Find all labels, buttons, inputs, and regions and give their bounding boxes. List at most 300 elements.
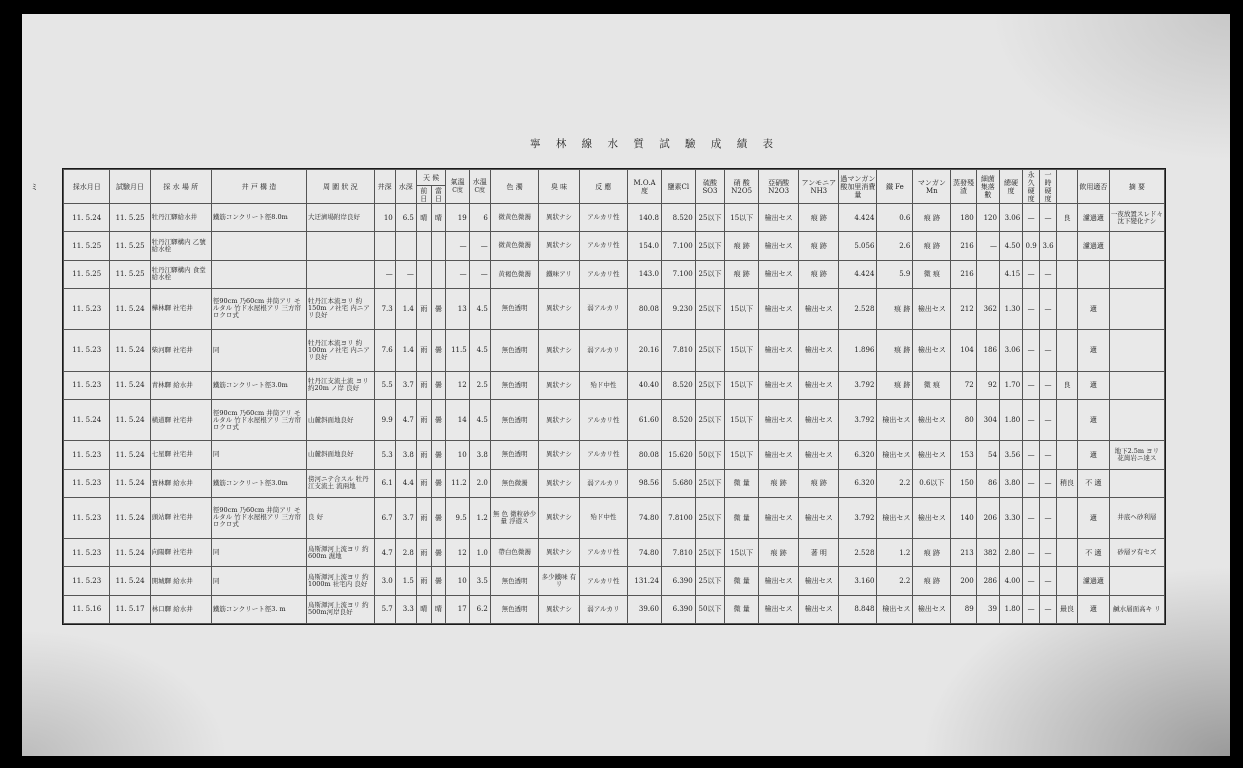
cell-color: 無色透明 — [490, 330, 539, 371]
cell-cl: 7.8100 — [661, 497, 695, 538]
cell-res: 216 — [951, 232, 976, 260]
cell-drink — [1078, 260, 1110, 288]
cell-bac: 362 — [976, 288, 999, 329]
cell-loc: 開城驛 給水井 — [150, 567, 211, 595]
cell-depth: 7.3 — [374, 288, 395, 329]
cell-remark — [1109, 399, 1164, 440]
cell-wdepth: 3.7 — [395, 497, 416, 538]
cell-nh3: 檢出セス — [799, 595, 839, 623]
cell-mn: 痕 跡 — [913, 567, 951, 595]
table-row — [64, 260, 1165, 288]
cell-air: 10 — [446, 567, 469, 595]
cell-wdepth: 3.3 — [395, 595, 416, 623]
cell-depth: 5.7 — [374, 595, 395, 623]
cell-n2o3: 檢出セス — [759, 371, 799, 399]
cell-n2o3: 檢出セス — [759, 288, 799, 329]
cell-color: 無色透明 — [490, 288, 539, 329]
cell-fe: 痕 跡 — [877, 288, 913, 329]
cell-n2o3: 痕 跡 — [759, 539, 799, 567]
header-reaction: 反 應 — [579, 170, 628, 204]
cell-ph: — — [1023, 260, 1040, 288]
cell-struct: 鐵筋コンクリート徑3.0m — [211, 469, 306, 497]
cell-td: 11. 5.25 — [110, 260, 150, 288]
cell-wdepth: — — [395, 260, 416, 288]
cell-mn: 微 痕 — [913, 371, 951, 399]
cell-adv — [1056, 441, 1077, 469]
cell-react: アルカリ性 — [579, 539, 628, 567]
cell-res: 150 — [951, 469, 976, 497]
cell-depth: 7.6 — [374, 330, 395, 371]
cell-bac: 304 — [976, 399, 999, 440]
cell-ph: — — [1023, 567, 1040, 595]
cell-adv: 最良 — [1056, 595, 1077, 623]
cell-loc: 七星驛 社宅井 — [150, 441, 211, 469]
cell-tmp: — — [1040, 371, 1057, 399]
cell-bac: 54 — [976, 441, 999, 469]
cell-react: 殆ド中性 — [579, 371, 628, 399]
cell-n2o5: 微 量 — [725, 497, 759, 538]
cell-drink: 適 — [1078, 288, 1110, 329]
cell-sd: 11. 5.25 — [64, 232, 110, 260]
cell-wp: 晴 — [416, 204, 431, 232]
cell-so3: 25以下 — [695, 204, 725, 232]
cell-sd: 11. 5.23 — [64, 288, 110, 329]
cell-wp: 雨 — [416, 539, 431, 567]
cell-ph: — — [1023, 497, 1040, 538]
cell-fe: 2.6 — [877, 232, 913, 260]
cell-n2o3: 檢出セス — [759, 497, 799, 538]
cell-loc: 牡丹江驛構内 乙號給水栓 — [150, 232, 211, 260]
cell-water: 4.5 — [469, 288, 490, 329]
cell-sd: 11. 5.16 — [64, 595, 110, 623]
cell-remark: 一夜放置スレド々沈下變化ナシ — [1109, 204, 1164, 232]
cell-kmn: 3.792 — [839, 497, 877, 538]
cell-th: 3.80 — [999, 469, 1022, 497]
header-weather: 天 候 — [416, 170, 446, 186]
cell-sd: 11. 5.23 — [64, 539, 110, 567]
cell-loc: 向陽驛 社宅井 — [150, 539, 211, 567]
cell-nh3: 檢出セス — [799, 330, 839, 371]
cell-moa: 98.56 — [628, 469, 662, 497]
cell-bac: 206 — [976, 497, 999, 538]
table-row — [64, 399, 1165, 440]
cell-sd: 11. 5.24 — [64, 204, 110, 232]
cell-react: アルカリ性 — [579, 232, 628, 260]
cell-n2o5: 微 量 — [725, 469, 759, 497]
cell-odor: 異狀ナシ — [539, 288, 579, 329]
cell-n2o5: 微 量 — [725, 567, 759, 595]
cell-surr: 烏斯渾河上流ヨリ 約1000m 社宅内 良好 — [307, 567, 375, 595]
cell-depth: 3.0 — [374, 567, 395, 595]
cell-wd: 曇 — [431, 469, 446, 497]
cell-n2o3: 檢出セス — [759, 330, 799, 371]
cell-struct: 徑90cm 乃60cm 井筒アリ モルタル 竹ド水屋根アリ 三方帘 ロクロ式 — [211, 399, 306, 440]
cell-kmn: 3.792 — [839, 399, 877, 440]
cell-remark — [1109, 330, 1164, 371]
cell-remark — [1109, 260, 1164, 288]
cell-fe: 0.6 — [877, 204, 913, 232]
cell-loc: 牡丹江驛構内 食堂 給水栓 — [150, 260, 211, 288]
cell-bac: 86 — [976, 469, 999, 497]
cell-color: 微黄色微濁 — [490, 204, 539, 232]
cell-wdepth: 4.7 — [395, 399, 416, 440]
cell-air: 19 — [446, 204, 469, 232]
cell-loc: 頭站驛 社宅井 — [150, 497, 211, 538]
cell-depth: 6.7 — [374, 497, 395, 538]
cell-remark: 井底ヘ砂利層 — [1109, 497, 1164, 538]
cell-color: 無色微濁 — [490, 469, 539, 497]
cell-color: 無色透明 — [490, 399, 539, 440]
cell-th: 4.50 — [999, 232, 1022, 260]
table-row — [64, 469, 1165, 497]
cell-loc: 青林驛 給水井 — [150, 371, 211, 399]
cell-adv — [1056, 497, 1077, 538]
cell-tmp: — — [1040, 204, 1057, 232]
cell-react: 弱アルカリ — [579, 469, 628, 497]
header-iron: 鐵 Fe — [877, 170, 913, 204]
cell-water: — — [469, 232, 490, 260]
table-row — [64, 288, 1165, 329]
cell-so3: 25以下 — [695, 469, 725, 497]
cell-ph: — — [1023, 539, 1040, 567]
cell-air: 10 — [446, 441, 469, 469]
cell-odor: 鐵味アリ — [539, 260, 579, 288]
cell-struct: 徑90cm 乃60cm 井筒アリ モルタル 竹ド水屋根アリ 三方帘 ロクロ式 — [211, 288, 306, 329]
cell-drink: 不 適 — [1078, 469, 1110, 497]
cell-drink: 適 — [1078, 497, 1110, 538]
cell-kmn: 6.320 — [839, 469, 877, 497]
cell-fe: 痕 跡 — [877, 330, 913, 371]
cell-nh3: 檢出セス — [799, 399, 839, 440]
cell-moa: 74.80 — [628, 539, 662, 567]
cell-air: 11.5 — [446, 330, 469, 371]
cell-air: — — [446, 260, 469, 288]
cell-res: 72 — [951, 371, 976, 399]
cell-moa: 154.0 — [628, 232, 662, 260]
cell-drink: 適 — [1078, 330, 1110, 371]
cell-wd: 晴 — [431, 595, 446, 623]
cell-sd: 11. 5.23 — [64, 497, 110, 538]
table-row — [64, 567, 1165, 595]
cell-ph: — — [1023, 399, 1040, 440]
cell-n2o3: 痕 跡 — [759, 469, 799, 497]
cell-drink: 濾過適 — [1078, 232, 1110, 260]
header-perm-hardness: 永久硬度 — [1023, 170, 1040, 204]
cell-odor: 異狀ナシ — [539, 497, 579, 538]
cell-mn: 檢出セス — [913, 330, 951, 371]
cell-cl: 7.100 — [661, 260, 695, 288]
header-drinking: 飲用適否 — [1078, 170, 1110, 204]
cell-ph: — — [1023, 441, 1040, 469]
table-row — [64, 441, 1165, 469]
cell-cl: 6.390 — [661, 595, 695, 623]
cell-remark — [1109, 567, 1164, 595]
cell-wdepth — [395, 232, 416, 260]
cell-tmp: — — [1040, 441, 1057, 469]
cell-fe: 檢出セス — [877, 595, 913, 623]
cell-th: 3.30 — [999, 497, 1022, 538]
cell-struct — [211, 260, 306, 288]
cell-remark — [1109, 371, 1164, 399]
cell-drink: 適 — [1078, 441, 1110, 469]
cell-bac: 382 — [976, 539, 999, 567]
cell-react: 弱アルカリ — [579, 330, 628, 371]
cell-air: 17 — [446, 595, 469, 623]
cell-cl: 7.810 — [661, 330, 695, 371]
cell-depth: 9.9 — [374, 399, 395, 440]
cell-kmn: 2.528 — [839, 288, 877, 329]
cell-cl: 8.520 — [661, 399, 695, 440]
cell-odor: 多少鐵味 有リ — [539, 567, 579, 595]
cell-mn: 痕 跡 — [913, 539, 951, 567]
cell-adv — [1056, 260, 1077, 288]
cell-water: 2.0 — [469, 469, 490, 497]
cell-struct: 同 — [211, 567, 306, 595]
cell-n2o3: 檢出セス — [759, 441, 799, 469]
cell-nh3: 檢出セス — [799, 441, 839, 469]
cell-n2o5: 微 量 — [725, 595, 759, 623]
cell-sd: 11. 5.23 — [64, 330, 110, 371]
cell-mn: 檢出セス — [913, 497, 951, 538]
cell-res: 180 — [951, 204, 976, 232]
cell-odor: 異狀ナシ — [539, 232, 579, 260]
cell-odor: 異狀ナシ — [539, 399, 579, 440]
cell-sd: 11. 5.23 — [64, 469, 110, 497]
cell-th: 2.80 — [999, 539, 1022, 567]
cell-struct: 徑90cm 乃60cm 井筒アリ モルタル 竹ド水屋根アリ 三方帘 ロクロ式 — [211, 497, 306, 538]
cell-ph: — — [1023, 330, 1040, 371]
cell-n2o5: 15以下 — [725, 371, 759, 399]
cell-n2o5: 15以下 — [725, 399, 759, 440]
cell-res: 80 — [951, 399, 976, 440]
cell-ph: — — [1023, 371, 1040, 399]
cell-color: 無色透明 — [490, 567, 539, 595]
cell-surr: 傍河ニテ合スル 牡丹江支流土 流兩地 — [307, 469, 375, 497]
cell-remark: 鹹水層面高キ リ — [1109, 595, 1164, 623]
cell-water: 2.5 — [469, 371, 490, 399]
cell-cl: 5.680 — [661, 469, 695, 497]
cell-nh3: 檢出セス — [799, 497, 839, 538]
cell-sd: 11. 5.23 — [64, 371, 110, 399]
cell-loc: 橫道驛 社宅井 — [150, 399, 211, 440]
cell-surr: 山麓斜面地良好 — [307, 399, 375, 440]
cell-loc: 寶林驛 給水井 — [150, 469, 211, 497]
cell-th: 3.06 — [999, 330, 1022, 371]
cell-color: 無色透明 — [490, 441, 539, 469]
cell-mn: 檢出セス — [913, 288, 951, 329]
margin-mark: ﾐ — [32, 183, 37, 193]
cell-depth: — — [374, 260, 395, 288]
cell-adv — [1056, 539, 1077, 567]
table-row — [64, 539, 1165, 567]
cell-wp: 晴 — [416, 595, 431, 623]
cell-depth: 5.3 — [374, 441, 395, 469]
cell-so3: 25以下 — [695, 232, 725, 260]
cell-mn: 痕 跡 — [913, 232, 951, 260]
cell-th: 3.56 — [999, 441, 1022, 469]
cell-struct: 鐵筋コンクリート徑3. m — [211, 595, 306, 623]
cell-moa: 20.16 — [628, 330, 662, 371]
header-well-depth: 井深 — [374, 170, 395, 204]
header-bacteria: 細菌集落數 — [976, 170, 999, 204]
cell-drink: 適 — [1078, 595, 1110, 623]
cell-kmn: 1.896 — [839, 330, 877, 371]
cell-wp: 雨 — [416, 441, 431, 469]
header-kmno4: 過マンガン酸加里消費量 — [839, 170, 877, 204]
cell-fe: 1.2 — [877, 539, 913, 567]
cell-n2o3: 檢出セス — [759, 232, 799, 260]
cell-wp: 雨 — [416, 469, 431, 497]
cell-surr: 烏斯渾河上流ヨリ 約500m河岸良好 — [307, 595, 375, 623]
cell-surr: 牡丹江本流ヨリ 約150m ノ社宅 内ニアリ良好 — [307, 288, 375, 329]
cell-n2o5: 15以下 — [725, 288, 759, 329]
cell-moa: 61.60 — [628, 399, 662, 440]
cell-kmn: 4.424 — [839, 204, 877, 232]
cell-nh3: 痕 跡 — [799, 260, 839, 288]
cell-color: 帶白色微濁 — [490, 539, 539, 567]
cell-tmp: — — [1040, 595, 1057, 623]
cell-nh3: 檢出セス — [799, 288, 839, 329]
cell-mn: 微 痕 — [913, 260, 951, 288]
cell-td: 11. 5.17 — [110, 595, 150, 623]
cell-kmn: 2.528 — [839, 539, 877, 567]
cell-cl: 7.100 — [661, 232, 695, 260]
header-air-temp: 氣溫 C度 — [446, 170, 469, 204]
cell-th: 1.80 — [999, 595, 1022, 623]
cell-wd: 曇 — [431, 330, 446, 371]
cell-bac: 39 — [976, 595, 999, 623]
cell-nh3: 檢出セス — [799, 371, 839, 399]
cell-react: 弱アルカリ — [579, 288, 628, 329]
cell-so3: 25以下 — [695, 288, 725, 329]
cell-res: 213 — [951, 539, 976, 567]
cell-loc: 牡丹江驛給水井 — [150, 204, 211, 232]
cell-air: 11.2 — [446, 469, 469, 497]
cell-td: 11. 5.25 — [110, 232, 150, 260]
cell-remark — [1109, 232, 1164, 260]
cell-so3: 25以下 — [695, 497, 725, 538]
cell-moa: 131.24 — [628, 567, 662, 595]
cell-n2o5: 15以下 — [725, 539, 759, 567]
cell-bac: 286 — [976, 567, 999, 595]
cell-struct: 同 — [211, 330, 306, 371]
cell-odor: 異狀ナシ — [539, 371, 579, 399]
cell-mn: 檢出セス — [913, 399, 951, 440]
cell-n2o3: 檢出セス — [759, 260, 799, 288]
cell-cl: 15.620 — [661, 441, 695, 469]
header-nitrate: 硝 酸 N2O5 — [725, 170, 759, 204]
cell-odor: 異狀ナシ — [539, 469, 579, 497]
cell-surr: 牡丹江本流ヨリ 約100m ノ社宅 内ニアリ良好 — [307, 330, 375, 371]
cell-wdepth: 4.4 — [395, 469, 416, 497]
cell-res: 216 — [951, 260, 976, 288]
cell-surr — [307, 260, 375, 288]
cell-react: アルカリ性 — [579, 399, 628, 440]
cell-water: — — [469, 260, 490, 288]
cell-moa: 80.08 — [628, 441, 662, 469]
cell-cl: 7.810 — [661, 539, 695, 567]
cell-ph: 0.9 — [1023, 232, 1040, 260]
cell-wdepth: 6.5 — [395, 204, 416, 232]
cell-water: 4.5 — [469, 330, 490, 371]
cell-surr: 烏斯渾河上流ヨリ 約600m 濕地 — [307, 539, 375, 567]
cell-wdepth: 1.5 — [395, 567, 416, 595]
cell-wd: 曇 — [431, 441, 446, 469]
cell-react: 殆ド中性 — [579, 497, 628, 538]
cell-depth: 4.7 — [374, 539, 395, 567]
cell-wdepth: 1.4 — [395, 330, 416, 371]
cell-color: 無色透明 — [490, 595, 539, 623]
cell-tmp: — — [1040, 288, 1057, 329]
cell-wp: 雨 — [416, 567, 431, 595]
cell-td: 11. 5.24 — [110, 469, 150, 497]
cell-air: 13 — [446, 288, 469, 329]
cell-wp: 雨 — [416, 371, 431, 399]
cell-fe: 痕 跡 — [877, 371, 913, 399]
cell-so3: 25以下 — [695, 371, 725, 399]
table-row — [64, 371, 1165, 399]
cell-adv — [1056, 399, 1077, 440]
cell-wd: 曇 — [431, 539, 446, 567]
cell-surr — [307, 232, 375, 260]
cell-depth: 6.1 — [374, 469, 395, 497]
table-body — [64, 204, 1165, 624]
cell-td: 11. 5.24 — [110, 539, 150, 567]
cell-water: 6.2 — [469, 595, 490, 623]
cell-n2o5: 15以下 — [725, 204, 759, 232]
cell-sd: 11. 5.23 — [64, 441, 110, 469]
table-row — [64, 595, 1165, 623]
cell-wd: 晴 — [431, 204, 446, 232]
cell-mn: 0.6以下 — [913, 469, 951, 497]
cell-air: 14 — [446, 399, 469, 440]
cell-adv — [1056, 288, 1077, 329]
header-ammonia: アンモニア NH3 — [799, 170, 839, 204]
cell-wp: 雨 — [416, 497, 431, 538]
cell-kmn: 6.320 — [839, 441, 877, 469]
cell-res: 89 — [951, 595, 976, 623]
cell-wdepth: 3.7 — [395, 371, 416, 399]
cell-water: 3.5 — [469, 567, 490, 595]
table-row — [64, 232, 1165, 260]
cell-kmn: 4.424 — [839, 260, 877, 288]
cell-depth: 10 — [374, 204, 395, 232]
header-sulfate: 硫酸SO3 — [695, 170, 725, 204]
cell-moa: 143.0 — [628, 260, 662, 288]
cell-sd: 11. 5.25 — [64, 260, 110, 288]
cell-depth — [374, 232, 395, 260]
cell-react: アルカリ性 — [579, 567, 628, 595]
cell-remark — [1109, 288, 1164, 329]
cell-tmp: — — [1040, 399, 1057, 440]
cell-moa: 74.80 — [628, 497, 662, 538]
cell-loc: 林口驛 給水井 — [150, 595, 211, 623]
header-chlorine: 鹽素Cl — [661, 170, 695, 204]
cell-cl: 9.230 — [661, 288, 695, 329]
cell-drink: 濾過適 — [1078, 204, 1110, 232]
cell-moa: 40.40 — [628, 371, 662, 399]
cell-mn: 檢出セス — [913, 595, 951, 623]
header-sample-date: 採水月日 — [64, 170, 110, 204]
cell-tmp: — — [1040, 567, 1057, 595]
header-test-date: 試驗月日 — [110, 170, 150, 204]
cell-td: 11. 5.24 — [110, 399, 150, 440]
header-water-temp: 水溫 C度 — [469, 170, 490, 204]
cell-color: 無 色 微粒砂少量 浮遊ス — [490, 497, 539, 538]
cell-wd: 曇 — [431, 288, 446, 329]
cell-wp: 雨 — [416, 399, 431, 440]
cell-remark — [1109, 469, 1164, 497]
